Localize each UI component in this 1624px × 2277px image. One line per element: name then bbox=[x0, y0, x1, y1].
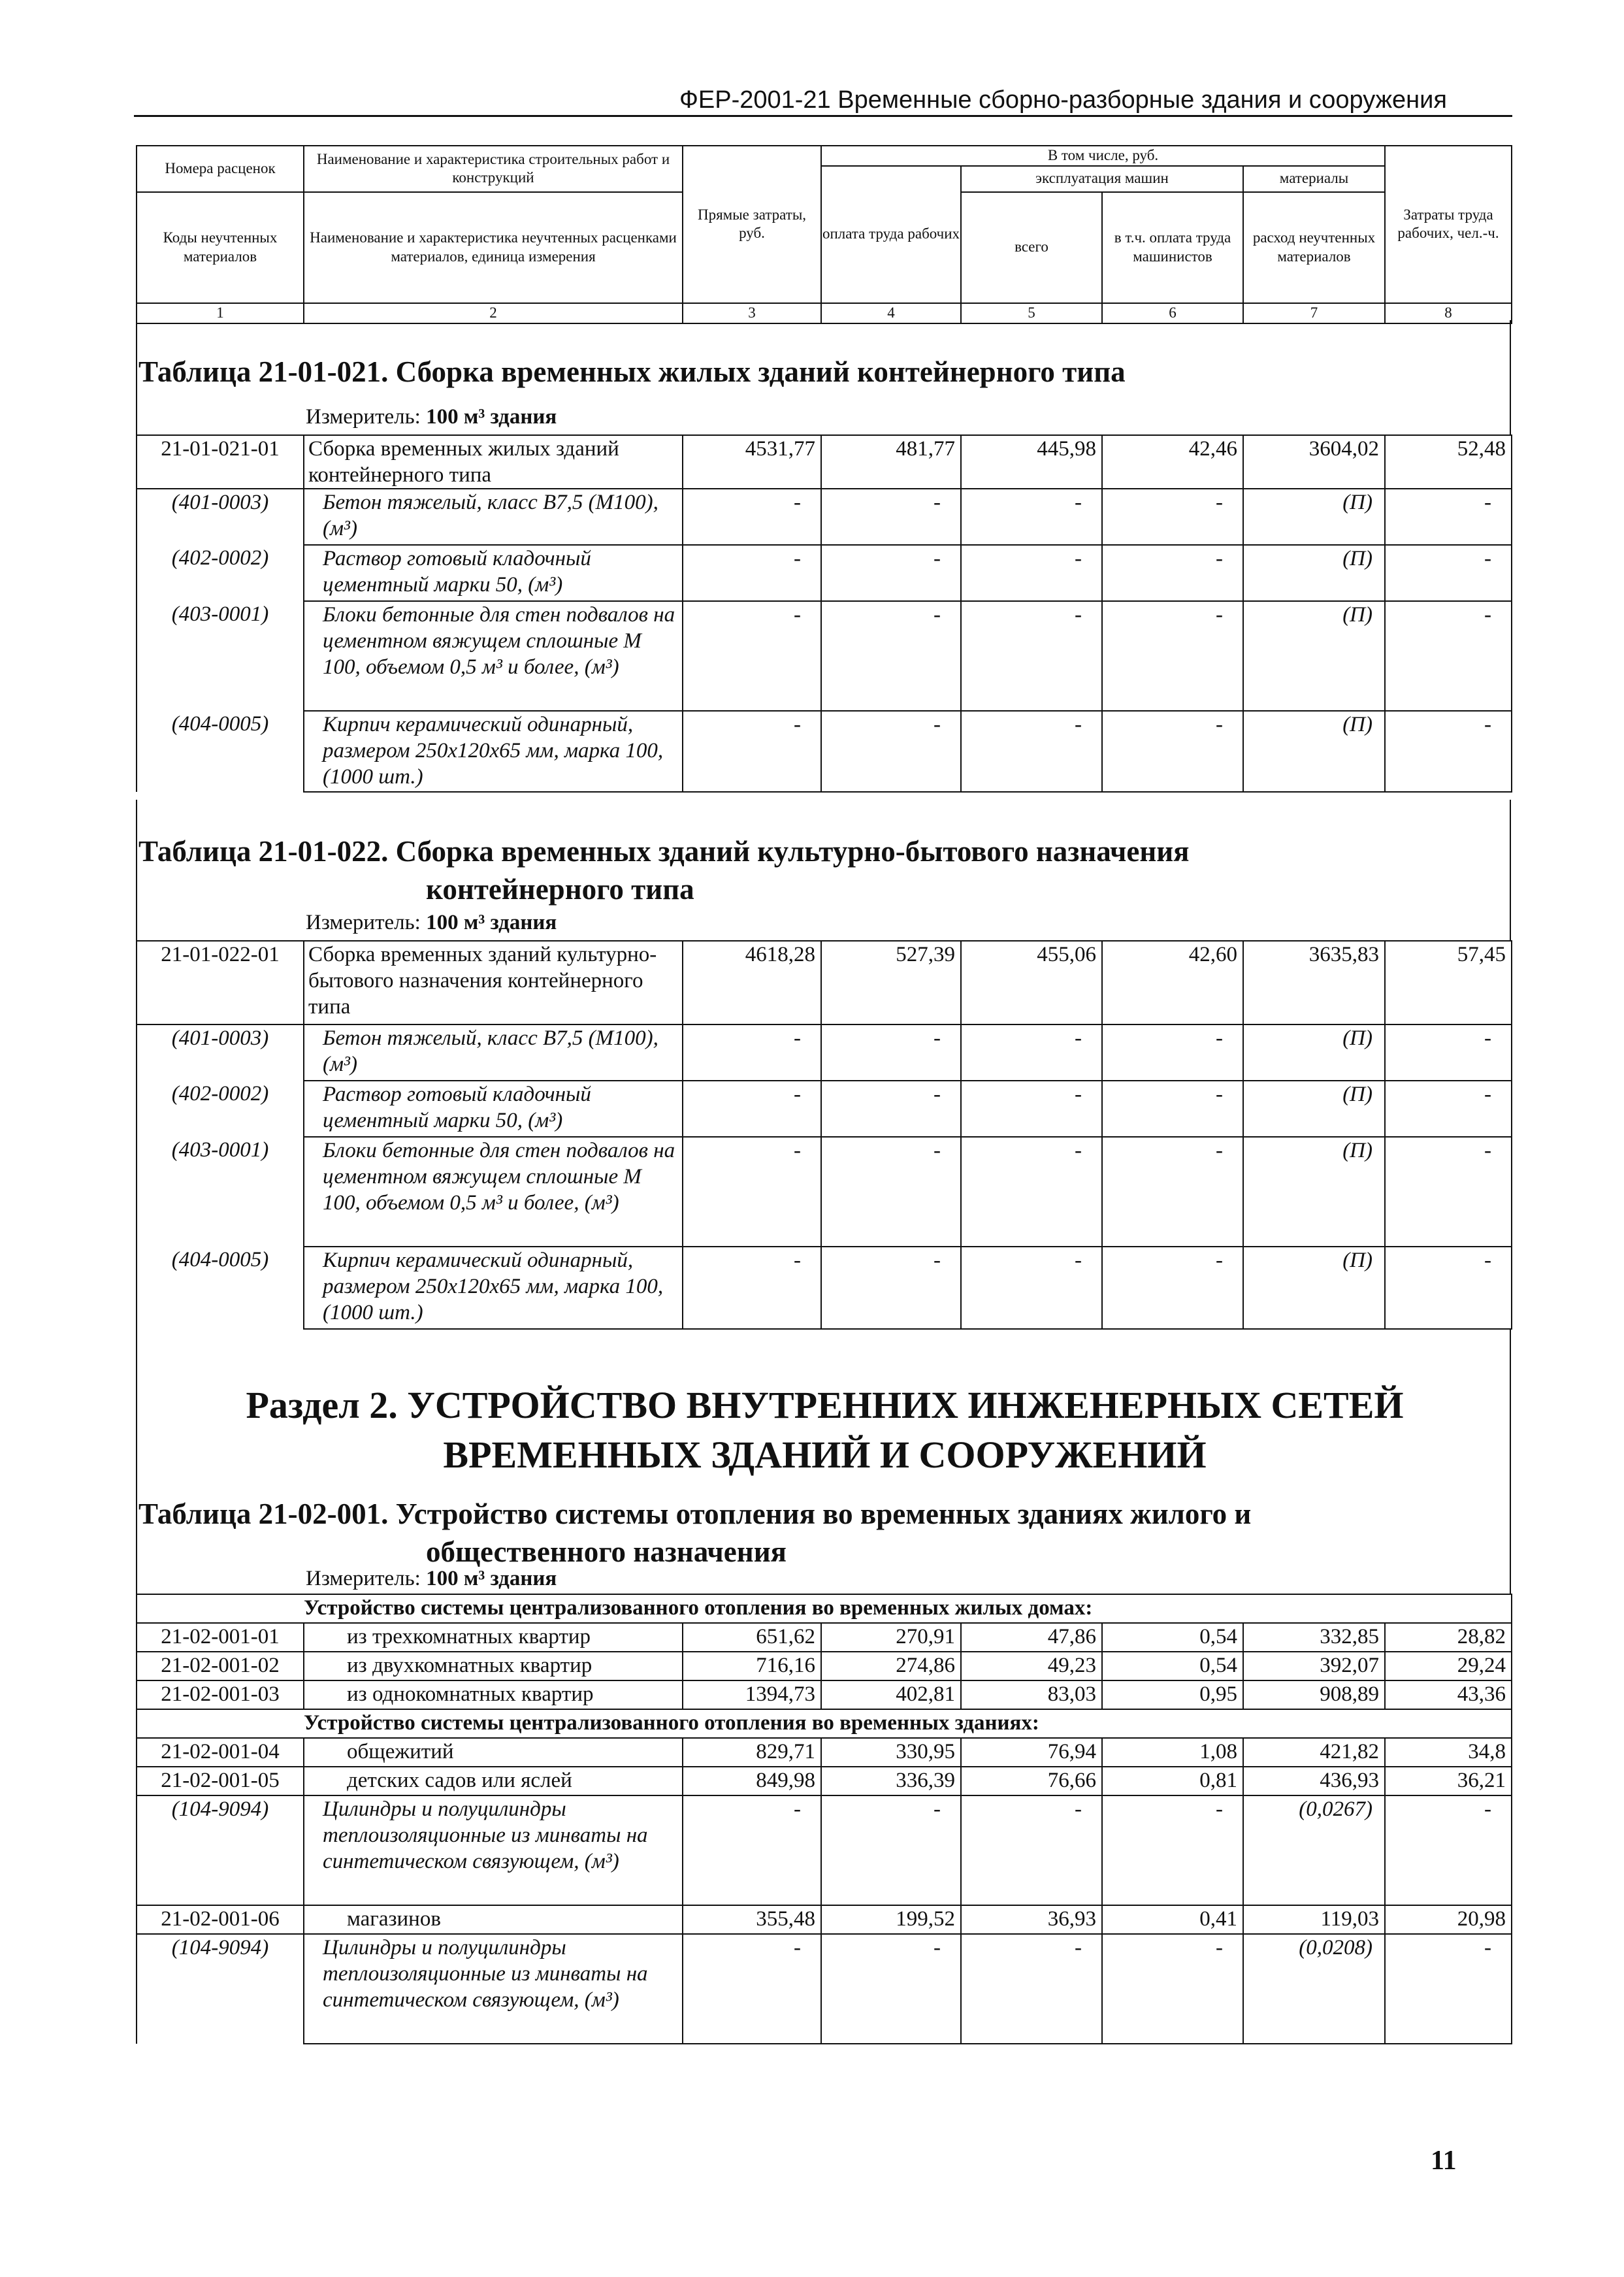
table-21-01-021 bbox=[136, 434, 1512, 793]
cell-value: 0,95 bbox=[1102, 1680, 1243, 1709]
cell-value: - bbox=[683, 1247, 821, 1329]
material-name: Блоки бетонные для стен подвалов на цементном вяжущем сплошные М 100, объемом 0,5 м³ и более, (м³) bbox=[304, 1137, 683, 1247]
material-code: (104-9094) bbox=[137, 1795, 304, 1905]
measure-line: Измеритель: 100 м³ здания bbox=[306, 1567, 557, 1590]
cell-value: - bbox=[821, 545, 961, 601]
cell-value: 3635,83 bbox=[1243, 941, 1385, 1024]
table-row-code: 21-02-001-02 bbox=[137, 1652, 304, 1680]
cell-value: 36,21 bbox=[1385, 1767, 1512, 1795]
table-row-name: из однокомнатных квартир bbox=[304, 1680, 683, 1709]
table-row-code: 21-02-001-05 bbox=[137, 1767, 304, 1795]
cell-value: - bbox=[683, 489, 821, 545]
cell-value: 716,16 bbox=[683, 1652, 821, 1680]
cell-value: 330,95 bbox=[821, 1738, 961, 1767]
cell-value: - bbox=[1102, 711, 1243, 792]
cell-value: 0,54 bbox=[1102, 1652, 1243, 1680]
cell-value: 83,03 bbox=[961, 1680, 1102, 1709]
material-code: (401-0003) bbox=[137, 489, 304, 545]
cell-value: 1394,73 bbox=[683, 1680, 821, 1709]
cell-value: 445,98 bbox=[961, 435, 1102, 489]
cell-value: - bbox=[961, 1024, 1102, 1081]
cell-value: 0,81 bbox=[1102, 1767, 1243, 1795]
cell-value: 402,81 bbox=[821, 1680, 961, 1709]
table-row-name: из двухкомнатных квартир bbox=[304, 1652, 683, 1680]
cell-value: - bbox=[821, 489, 961, 545]
material-code: (403-0001) bbox=[137, 601, 304, 711]
cell-value: 42,46 bbox=[1102, 435, 1243, 489]
cell-value: 119,03 bbox=[1243, 1905, 1385, 1934]
table-row-name: Сборка временных жилых зданий контейнерного типа bbox=[304, 435, 683, 489]
cell-value: 455,06 bbox=[961, 941, 1102, 1024]
table-row-name: общежитий bbox=[304, 1738, 683, 1767]
cell-value: (0,0208) bbox=[1243, 1934, 1385, 2044]
cell-value: - bbox=[1385, 1137, 1512, 1247]
header-num: 7 bbox=[1243, 303, 1385, 323]
table-row-code: 21-01-022-01 bbox=[137, 941, 304, 1024]
cell-value: - bbox=[1102, 1795, 1243, 1905]
cell-value: 392,07 bbox=[1243, 1652, 1385, 1680]
material-code: (403-0001) bbox=[137, 1137, 304, 1247]
cell-value: - bbox=[961, 1081, 1102, 1137]
table-row-name: из трехкомнатных квартир bbox=[304, 1623, 683, 1652]
cell-value: 0,41 bbox=[1102, 1905, 1243, 1934]
cell-value: - bbox=[683, 1795, 821, 1905]
header-col2-bottom: Наименование и характеристика неучтенных расценками материалов, единица измерения bbox=[304, 192, 683, 303]
cell-value: - bbox=[821, 1081, 961, 1137]
header-col1-top: Номера расценок bbox=[137, 146, 304, 192]
cell-value: 52,48 bbox=[1385, 435, 1512, 489]
cell-value: - bbox=[683, 1024, 821, 1081]
cell-value: 4531,77 bbox=[683, 435, 821, 489]
cell-value: - bbox=[683, 601, 821, 711]
measure-line: Измеритель: 100 м³ здания bbox=[306, 405, 557, 429]
cell-value: - bbox=[1102, 489, 1243, 545]
cell-value: (П) bbox=[1243, 1247, 1385, 1329]
cell-value: 199,52 bbox=[821, 1905, 961, 1934]
header-col5: всего bbox=[961, 192, 1102, 303]
header-col2-top: Наименование и характеристика строительных работ и конструкций bbox=[304, 146, 683, 192]
cell-value: (П) bbox=[1243, 601, 1385, 711]
material-code: (404-0005) bbox=[137, 711, 304, 792]
material-name: Кирпич керамический одинарный, размером 250х120х65 мм, марка 100, (1000 шт.) bbox=[304, 1247, 683, 1329]
cell-value: 270,91 bbox=[821, 1623, 961, 1652]
cell-value: 28,82 bbox=[1385, 1623, 1512, 1652]
cell-value: - bbox=[1385, 545, 1512, 601]
cell-value: - bbox=[1102, 1137, 1243, 1247]
cell-value: (П) bbox=[1243, 1081, 1385, 1137]
subsection-heading: Устройство системы централизованного отопления во временных зданиях: bbox=[137, 1709, 1512, 1738]
material-name: Раствор готовый кладочный цементный марки 50, (м³) bbox=[304, 1081, 683, 1137]
measure-line: Измеритель: 100 м³ здания bbox=[306, 911, 557, 934]
running-head-rule bbox=[134, 115, 1512, 117]
cell-value: (П) bbox=[1243, 545, 1385, 601]
page-number: 11 bbox=[1431, 2146, 1457, 2176]
running-head: ФЕР-2001-21 Временные сборно-разборные здания и сооружения bbox=[679, 86, 1447, 114]
cell-value: 421,82 bbox=[1243, 1738, 1385, 1767]
table-21-02-001 bbox=[136, 1594, 1512, 2044]
cell-value: (П) bbox=[1243, 1137, 1385, 1247]
cell-value: 20,98 bbox=[1385, 1905, 1512, 1934]
table-row-name: Сборка временных зданий культурно-бытового назначения контейнерного типа bbox=[304, 941, 683, 1024]
cell-value: - bbox=[1385, 1081, 1512, 1137]
cell-value: - bbox=[821, 1934, 961, 2044]
cell-value: - bbox=[821, 1024, 961, 1081]
table-title: Таблица 21-01-022. Сборка временных зданий культурно-бытового назначения контейнерного типа bbox=[138, 835, 1190, 906]
cell-value: - bbox=[961, 1795, 1102, 1905]
table-row-code: 21-02-001-01 bbox=[137, 1623, 304, 1652]
material-name: Бетон тяжелый, класс В7,5 (М100), (м³) bbox=[304, 1024, 683, 1081]
cell-value: 908,89 bbox=[1243, 1680, 1385, 1709]
header-num: 2 bbox=[304, 303, 683, 323]
cell-value: - bbox=[1385, 1934, 1512, 2044]
cell-value: 76,94 bbox=[961, 1738, 1102, 1767]
material-code: (401-0003) bbox=[137, 1024, 304, 1081]
cell-value: - bbox=[821, 1137, 961, 1247]
cell-value: 43,36 bbox=[1385, 1680, 1512, 1709]
cell-value: 336,39 bbox=[821, 1767, 961, 1795]
cell-value: - bbox=[961, 489, 1102, 545]
cell-value: - bbox=[821, 1795, 961, 1905]
cell-value: - bbox=[1385, 601, 1512, 711]
cell-value: - bbox=[1102, 1024, 1243, 1081]
header-machines: эксплуатация машин bbox=[961, 166, 1243, 192]
cell-value: 274,86 bbox=[821, 1652, 961, 1680]
cell-value: - bbox=[1102, 1934, 1243, 2044]
header-num: 1 bbox=[137, 303, 304, 323]
cell-value: 34,8 bbox=[1385, 1738, 1512, 1767]
header-col6: в т.ч. оплата труда машинистов bbox=[1102, 192, 1243, 303]
material-name: Цилиндры и полуцилиндры теплоизоляционные из минваты на синтетическом связующем, (м³) bbox=[304, 1795, 683, 1905]
cell-value: - bbox=[961, 1934, 1102, 2044]
header-num: 5 bbox=[961, 303, 1102, 323]
cell-value: - bbox=[1385, 1024, 1512, 1081]
table-row-code: 21-01-021-01 bbox=[137, 435, 304, 489]
table-title: Таблица 21-02-001. Устройство системы отопления во временных зданиях жилого и общественного назначения bbox=[138, 1498, 1252, 1568]
material-name: Бетон тяжелый, класс В7,5 (М100), (м³) bbox=[304, 489, 683, 545]
table-row-code: 21-02-001-03 bbox=[137, 1680, 304, 1709]
cell-value: 651,62 bbox=[683, 1623, 821, 1652]
cell-value: 47,86 bbox=[961, 1623, 1102, 1652]
cell-value: 0,54 bbox=[1102, 1623, 1243, 1652]
cell-value: - bbox=[1102, 1247, 1243, 1329]
cell-value: 355,48 bbox=[683, 1905, 821, 1934]
header-num: 4 bbox=[821, 303, 961, 323]
header-materials: материалы bbox=[1243, 166, 1385, 192]
cell-value: 29,24 bbox=[1385, 1652, 1512, 1680]
header-num: 8 bbox=[1385, 303, 1512, 323]
header-col7: расход неучтенных материалов bbox=[1243, 192, 1385, 303]
cell-value: 527,39 bbox=[821, 941, 961, 1024]
section-2-band bbox=[136, 1328, 1511, 1594]
table-row-code: 21-02-001-06 bbox=[137, 1905, 304, 1934]
cell-value: - bbox=[961, 601, 1102, 711]
cell-value: 36,93 bbox=[961, 1905, 1102, 1934]
cell-value: - bbox=[683, 1081, 821, 1137]
cell-value: - bbox=[821, 601, 961, 711]
header-col8: Затраты труда рабочих, чел.-ч. bbox=[1385, 146, 1512, 303]
cell-value: - bbox=[821, 711, 961, 792]
cell-value: (П) bbox=[1243, 711, 1385, 792]
cell-value: - bbox=[961, 1247, 1102, 1329]
material-name: Блоки бетонные для стен подвалов на цементном вяжущем сплошные М 100, объемом 0,5 м³ и более, (м³) bbox=[304, 601, 683, 711]
cell-value: - bbox=[1385, 1795, 1512, 1905]
cell-value: - bbox=[1102, 545, 1243, 601]
cell-value: 481,77 bbox=[821, 435, 961, 489]
cell-value: - bbox=[1102, 1081, 1243, 1137]
cell-value: - bbox=[821, 1247, 961, 1329]
cell-value: - bbox=[683, 711, 821, 792]
cell-value: 332,85 bbox=[1243, 1623, 1385, 1652]
cell-value: 849,98 bbox=[683, 1767, 821, 1795]
cell-value: - bbox=[961, 1137, 1102, 1247]
section-title: Раздел 2. УСТРОЙСТВО ВНУТРЕННИХ ИНЖЕНЕРНЫХ СЕТЕЙ ВРЕМЕННЫХ ЗДАНИЙ И СООРУЖЕНИЙ bbox=[246, 1384, 1404, 1476]
cell-value: - bbox=[683, 1934, 821, 2044]
table-21-01-022 bbox=[136, 940, 1512, 1330]
subsection-heading: Устройство системы централизованного отопления во временных жилых домах: bbox=[137, 1594, 1512, 1623]
header-num: 3 bbox=[683, 303, 821, 323]
cell-value: 76,66 bbox=[961, 1767, 1102, 1795]
cell-value: - bbox=[1102, 601, 1243, 711]
material-code: (104-9094) bbox=[137, 1934, 304, 2044]
table-row-code: 21-02-001-04 bbox=[137, 1738, 304, 1767]
table-21-01-022-title-band bbox=[136, 800, 1511, 940]
header-col4: оплата труда рабочих bbox=[821, 166, 961, 303]
column-header bbox=[136, 145, 1512, 324]
material-name: Кирпич керамический одинарный, размером 250х120х65 мм, марка 100, (1000 шт.) bbox=[304, 711, 683, 792]
cell-value: 42,60 bbox=[1102, 941, 1243, 1024]
cell-value: 829,71 bbox=[683, 1738, 821, 1767]
cell-value: 436,93 bbox=[1243, 1767, 1385, 1795]
cell-value: - bbox=[1385, 489, 1512, 545]
cell-value: 1,08 bbox=[1102, 1738, 1243, 1767]
cell-value: 49,23 bbox=[961, 1652, 1102, 1680]
cell-value: - bbox=[961, 711, 1102, 792]
cell-value: - bbox=[1385, 1247, 1512, 1329]
cell-value: 57,45 bbox=[1385, 941, 1512, 1024]
cell-value: - bbox=[683, 1137, 821, 1247]
cell-value: - bbox=[961, 545, 1102, 601]
material-code: (402-0002) bbox=[137, 545, 304, 601]
material-code: (404-0005) bbox=[137, 1247, 304, 1329]
material-code: (402-0002) bbox=[137, 1081, 304, 1137]
cell-value: - bbox=[683, 545, 821, 601]
material-name: Цилиндры и полуцилиндры теплоизоляционные из минваты на синтетическом связующем, (м³) bbox=[304, 1934, 683, 2044]
cell-value: (0,0267) bbox=[1243, 1795, 1385, 1905]
cell-value: 3604,02 bbox=[1243, 435, 1385, 489]
header-col1-bottom: Коды неучтенных материалов bbox=[137, 192, 304, 303]
cell-value: - bbox=[1385, 711, 1512, 792]
header-col3: Прямые затраты, руб. bbox=[683, 146, 821, 303]
table-21-01-021-title-band bbox=[136, 320, 1511, 434]
cell-value: 4618,28 bbox=[683, 941, 821, 1024]
table-row-name: детских садов или яслей bbox=[304, 1767, 683, 1795]
table-title: Таблица 21-01-021. Сборка временных жилых зданий контейнерного типа bbox=[138, 355, 1126, 388]
cell-value: (П) bbox=[1243, 489, 1385, 545]
cell-value: (П) bbox=[1243, 1024, 1385, 1081]
table-row-name: магазинов bbox=[304, 1905, 683, 1934]
material-name: Раствор готовый кладочный цементный марки 50, (м³) bbox=[304, 545, 683, 601]
document-frame bbox=[136, 145, 1511, 2254]
header-incl: В том числе, руб. bbox=[821, 146, 1385, 166]
header-num: 6 bbox=[1102, 303, 1243, 323]
